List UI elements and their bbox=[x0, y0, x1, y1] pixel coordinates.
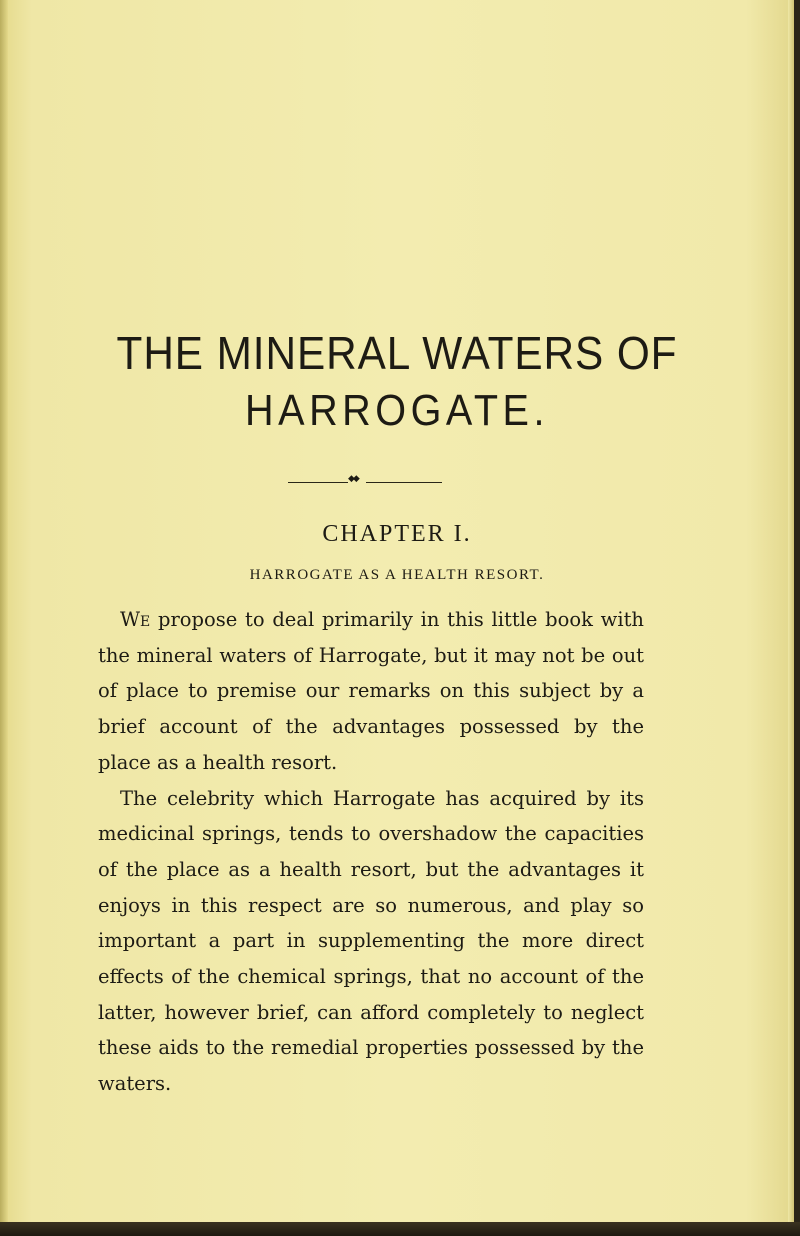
paragraph-1 bbox=[98, 602, 644, 781]
diamond-icon: ◆◆ bbox=[348, 474, 358, 484]
divider-line-right bbox=[366, 482, 442, 483]
book-title-line-1: THE MINERAL WATERS OF bbox=[116, 327, 678, 379]
paragraph-text: The celebrity which Harrogate has acquired by its medicinal springs, tends to overshadow the capacities of the place as a health resort, but the advantages it enjoys in this respect are so numerous, and play so important a part in supplementing the more direct effects of the chemical springs, that no account of the latter, however brief, can afford completely to neglect these aids to the remedial properties possessed by the waters. bbox=[98, 786, 644, 1096]
chapter-body bbox=[98, 602, 644, 1102]
paragraph-lead-word: We bbox=[120, 608, 151, 631]
paragraph-text: propose to deal primarily in this little book with the mineral waters of Harrogate, but it may not be out of place to premise our remarks on this subject by a brief account of the advantages possessed by the place as a health resort. bbox=[98, 608, 644, 774]
paragraph-2 bbox=[98, 781, 644, 1102]
divider-line-left bbox=[288, 482, 348, 483]
book-title-line-2: HARROGATE. bbox=[245, 386, 549, 435]
page-right-edge bbox=[788, 0, 794, 1222]
page-left-edge bbox=[0, 0, 8, 1222]
chapter-subtitle: HARROGATE AS A HEALTH RESORT. bbox=[249, 567, 545, 583]
chapter-heading: CHAPTER I. bbox=[322, 521, 472, 547]
title-divider-ornament bbox=[288, 474, 442, 488]
page-bottom-edge bbox=[0, 1222, 800, 1236]
